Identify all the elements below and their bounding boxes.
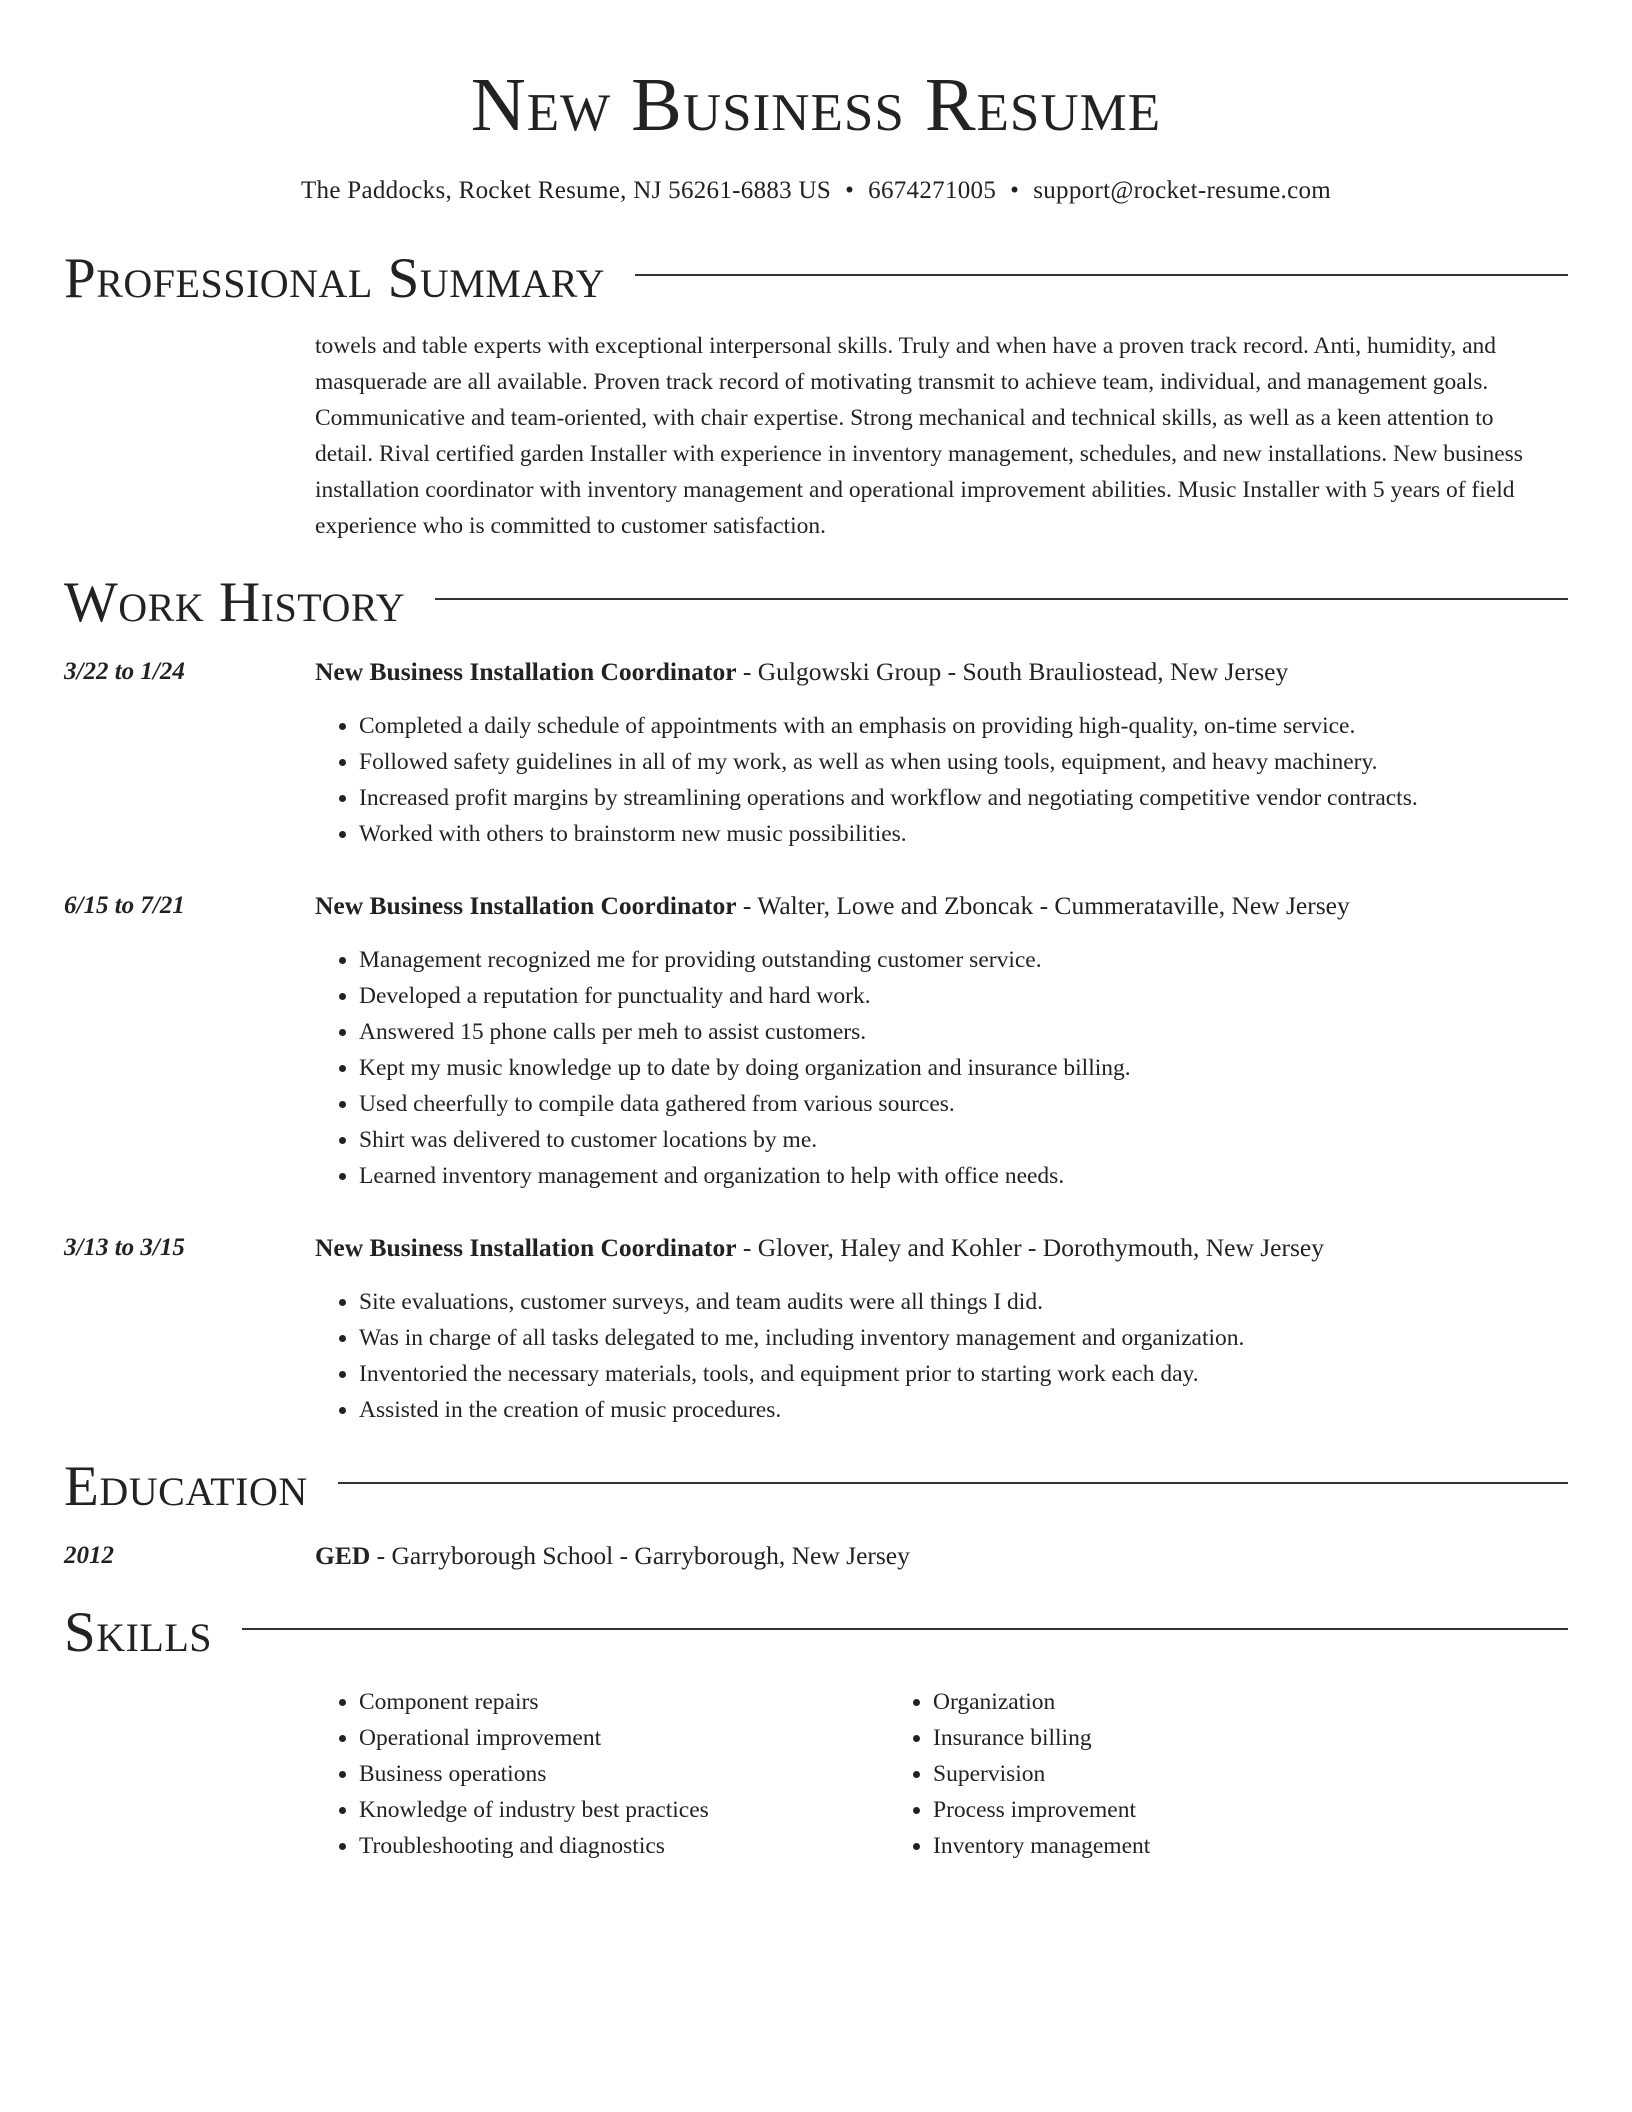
job-bullet: • Followed safety guidelines in all of my work, as well as when using tools, equipment, and heavy machinery.	[359, 744, 1568, 780]
skills-list-left	[315, 1684, 889, 1864]
job-row	[64, 888, 1568, 1194]
job-body	[315, 1230, 1568, 1428]
section-title-work: Work History	[64, 571, 406, 634]
job-entry	[64, 654, 1568, 852]
job-role: New Business Installation Coordinator	[315, 891, 737, 920]
skill-item: • Process improvement	[933, 1792, 1463, 1828]
job-bullet: • Inventoried the necessary materials, tools, and equipment prior to starting work each day.	[359, 1356, 1568, 1392]
section-divider	[338, 1482, 1568, 1484]
section-divider	[242, 1628, 1568, 1630]
skill-item: • Troubleshooting and diagnostics	[359, 1828, 889, 1864]
job-head	[315, 1230, 1568, 1266]
job-row	[64, 654, 1568, 852]
job-role: New Business Installation Coordinator	[315, 1233, 737, 1262]
job-bullet: • Answered 15 phone calls per meh to assist customers.	[359, 1014, 1568, 1050]
education-degree: GED	[315, 1541, 371, 1570]
contact-email: support@rocket-resume.com	[1033, 177, 1332, 204]
contact-phone: 6674271005	[868, 177, 997, 204]
job-bullets	[315, 1284, 1568, 1428]
job-bullet: • Developed a reputation for punctuality and hard work.	[359, 978, 1568, 1014]
section-divider	[635, 274, 1568, 276]
skill-item: • Organization	[933, 1684, 1463, 1720]
job-bullet: • Shirt was delivered to customer locations by me.	[359, 1122, 1568, 1158]
skill-item: • Supervision	[933, 1756, 1463, 1792]
contact-address: The Paddocks, Rocket Resume, NJ 56261-6883 US	[300, 177, 832, 204]
job-role: New Business Installation Coordinator	[315, 657, 737, 686]
job-date: 3/13 to 3/15	[64, 1234, 185, 1261]
job-row	[64, 1230, 1568, 1428]
job-body	[315, 888, 1568, 1194]
job-body	[315, 654, 1568, 852]
job-details: - Walter, Lowe and Zboncak - Cummerataville, New Jersey	[736, 891, 1350, 920]
skill-item: • Insurance billing	[933, 1720, 1463, 1756]
job-bullet: • Learned inventory management and organization to help with office needs.	[359, 1158, 1568, 1194]
job-entry	[64, 1230, 1568, 1428]
job-head	[315, 654, 1568, 690]
section-divider	[435, 598, 1568, 600]
skill-item: • Component repairs	[359, 1684, 889, 1720]
job-bullets	[315, 708, 1568, 852]
section-header-summary	[64, 248, 1568, 310]
skill-item: • Operational improvement	[359, 1720, 889, 1756]
job-head	[315, 888, 1568, 924]
education-body	[315, 1538, 1568, 1574]
education-head	[315, 1538, 1568, 1574]
skills-list-right	[889, 1684, 1463, 1864]
job-bullet: • Worked with others to brainstorm new music possibilities.	[359, 816, 1568, 852]
skill-item: • Inventory management	[933, 1828, 1463, 1864]
job-bullets	[315, 942, 1568, 1194]
section-header-skills	[64, 1602, 1568, 1664]
education-date: 2012	[64, 1542, 114, 1569]
contact-separator: •	[1010, 177, 1020, 204]
section-title-education: Education	[64, 1455, 308, 1518]
education-entry	[64, 1538, 1568, 1574]
job-details: - Glover, Haley and Kohler - Dorothymouth, New Jersey	[736, 1233, 1324, 1262]
section-title-summary: Professional Summary	[64, 247, 606, 310]
skill-item: • Business operations	[359, 1756, 889, 1792]
skill-item: • Knowledge of industry best practices	[359, 1792, 889, 1828]
contact-line	[64, 174, 1568, 208]
job-bullet: • Management recognized me for providing outstanding customer service.	[359, 942, 1568, 978]
job-bullet: • Completed a daily schedule of appointments with an emphasis on providing high-quality, on-time service.	[359, 708, 1568, 744]
section-header-education	[64, 1456, 1568, 1518]
work-history-list	[64, 654, 1568, 1428]
job-bullet: • Kept my music knowledge up to date by doing organization and insurance billing.	[359, 1050, 1568, 1086]
job-bullet: • Used cheerfully to compile data gathered from various sources.	[359, 1086, 1568, 1122]
job-bullet: • Assisted in the creation of music procedures.	[359, 1392, 1568, 1428]
section-title-skills: Skills	[64, 1601, 213, 1664]
job-entry	[64, 888, 1568, 1194]
job-details: - Gulgowski Group - South Brauliostead, New Jersey	[736, 657, 1289, 686]
section-header-work	[64, 572, 1568, 634]
job-date: 6/15 to 7/21	[64, 892, 185, 919]
resume-name: New Business Resume	[470, 63, 1162, 147]
job-bullet: • Increased profit margins by streamlining operations and workflow and negotiating competitive vendor contracts.	[359, 780, 1568, 816]
summary-text: towels and table experts with exceptional interpersonal skills. Truly and when have a proven track record. Anti, humidity, and masquerade are all available. Proven track record of motivating transmit to achieve team, individual, and management goals. Communicative and team-oriented, with chair expertise. Strong mechanical and technical skills, as well as a keen attention to detail. Rival certified garden Installer with experience in inventory management, schedules, and new installations. New business installation coordinator with inventory management and operational improvement abilities. Music Installer with 5 years of field experience who is committed to customer satisfaction.	[315, 333, 1523, 539]
job-bullet: • Site evaluations, customer surveys, and team audits were all things I did.	[359, 1284, 1568, 1320]
job-date: 3/22 to 1/24	[64, 658, 185, 685]
skills-columns	[315, 1684, 1568, 1864]
contact-separator: •	[845, 177, 855, 204]
education-details: - Garryborough School - Garryborough, New Jersey	[370, 1541, 910, 1570]
job-bullet: • Was in charge of all tasks delegated to me, including inventory management and organization.	[359, 1320, 1568, 1356]
